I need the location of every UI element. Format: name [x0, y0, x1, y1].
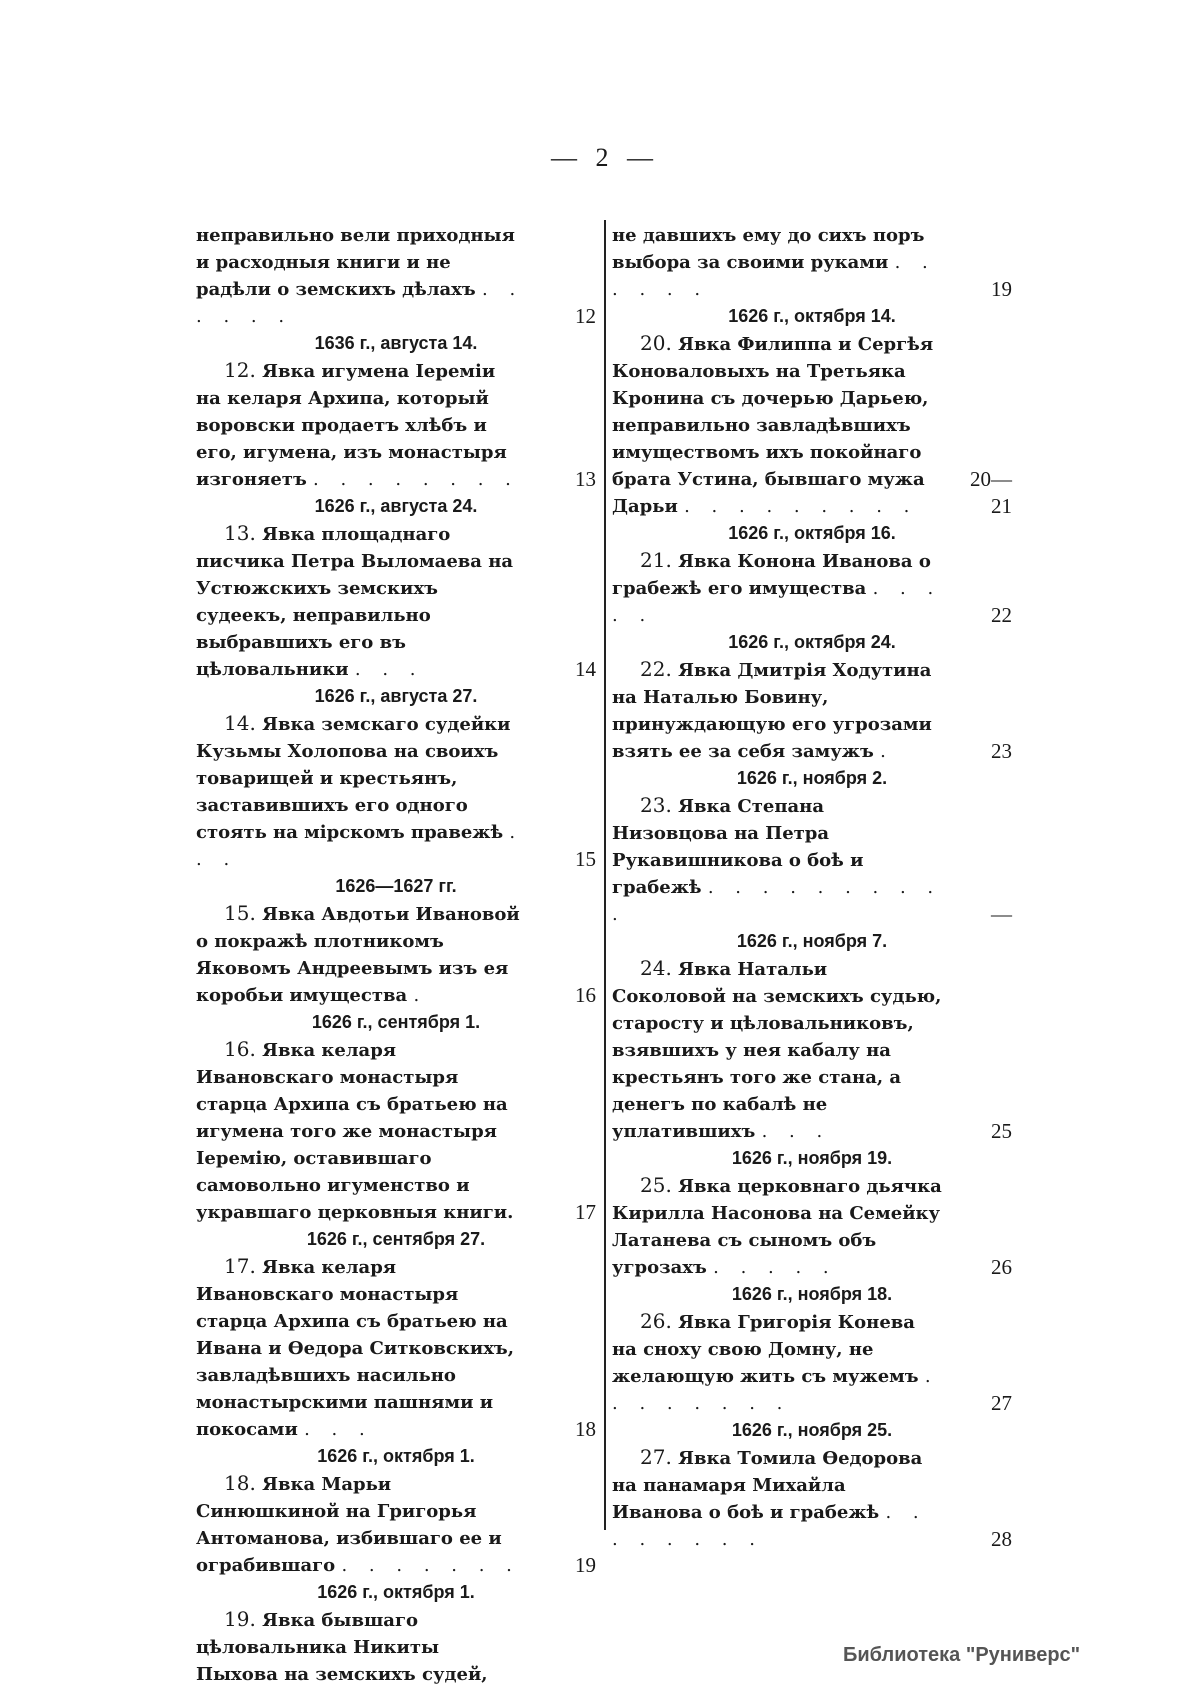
- entry-page-number: 20—21: [970, 467, 1012, 518]
- column-divider: [604, 220, 606, 1530]
- left-column: [196, 222, 596, 1688]
- leader-dots: . . . . . . . .: [612, 1366, 939, 1414]
- page-number: — 2 —: [551, 143, 659, 172]
- entry-date: 1626 г., августа 27.: [314, 686, 478, 706]
- entry-date: 1626—1627 гг.: [335, 876, 457, 896]
- entry-text: Явка Томила Ѳедорова на панамаря Михайла Иванова о боѣ и грабежѣ: [612, 1448, 923, 1523]
- entry-body: [196, 222, 526, 330]
- entry-page-number: —: [991, 902, 1012, 926]
- entry-number: 15.: [224, 901, 256, 925]
- leader-dots: . . .: [354, 659, 424, 680]
- leader-dots: .: [413, 985, 428, 1006]
- entry-number: 24.: [640, 956, 672, 980]
- entry-text: неправильно вели приходныя и расходныя книги и не радѣли о земскихъ дѣлахъ: [196, 225, 515, 300]
- entry-page-number: 17: [575, 1200, 596, 1224]
- entry-date: 1626 г., ноября 25.: [731, 1420, 893, 1440]
- entry-number: 21.: [640, 548, 672, 572]
- leader-dots: . . . . . . . . .: [684, 496, 918, 517]
- entry-page-number: 22: [991, 603, 1012, 627]
- toc-entry: [196, 222, 596, 330]
- entry-page-number: 13: [575, 467, 596, 491]
- toc-entry: [612, 1308, 1012, 1417]
- entry-date: 1626 г., ноября 18.: [731, 1284, 893, 1304]
- entry-text: Явка Авдотьи Ивановой о покражѣ плотникомъ Яковомъ Андреевымъ изъ ея коробьи имущества: [196, 904, 520, 1006]
- entry-number: 23.: [640, 793, 672, 817]
- entry-body: [196, 1470, 526, 1579]
- entry-text: Явка Конона Иванова о грабежѣ его имущества: [612, 551, 931, 599]
- entry-date: 1626 г., сентября 1.: [311, 1012, 481, 1032]
- entry-number: 16.: [224, 1037, 256, 1061]
- entry-page-number: 15: [575, 847, 596, 871]
- leader-dots: . . .: [304, 1419, 373, 1440]
- leader-dots: . . . . . .: [612, 252, 936, 300]
- toc-entry: [612, 1444, 1012, 1553]
- entry-body: [612, 1308, 942, 1417]
- entry-text: Явка Марьи Синюшкиной на Григорья Антоманова, избившаго ее и ограбившаго: [196, 1474, 502, 1576]
- entry-body: [196, 520, 526, 683]
- entry-text: Явка площаднаго писчика Петра Выломаева на Устюжскихъ земскихъ судеекъ, неправильно выбравшихъ его въ цѣловальники: [196, 524, 514, 680]
- toc-entry: [612, 330, 1012, 520]
- entry-body: [612, 1444, 942, 1553]
- entry-body: [612, 656, 942, 765]
- entry-page-number: 23: [991, 739, 1012, 763]
- toc-entry: [612, 1172, 1012, 1281]
- toc-entry: [196, 357, 596, 493]
- entry-body: [612, 792, 942, 928]
- right-column: [612, 222, 1012, 1553]
- entry-number: 12.: [224, 358, 256, 382]
- entry-text: Явка Григорія Конева на сноху свою Домну, не желающую жить съ мужемъ: [612, 1312, 919, 1387]
- toc-entry: [612, 955, 1012, 1145]
- entry-page-number: 27: [991, 1391, 1012, 1415]
- toc-entry: [196, 1470, 596, 1579]
- entry-text: Явка келаря Ивановскаго монастыря старца Архипа съ братьею на Ивана и Ѳедора Ситковскихъ, завладѣвшихъ насильно монастырскими пашнями и покосами: [196, 1257, 515, 1440]
- toc-entry: [612, 222, 1012, 303]
- library-watermark: Библиотека "Руниверс": [843, 1644, 1081, 1666]
- entry-body: [196, 357, 526, 493]
- entry-date: 1626 г., октября 16.: [728, 523, 896, 543]
- entry-date: 1626 г., октября 1.: [317, 1582, 475, 1602]
- entry-page-number: 19: [991, 277, 1012, 301]
- entry-number: 22.: [640, 657, 672, 681]
- entry-text: Явка Филиппа и Сергѣя Коноваловыхъ на Третьяка Кронина съ дочерью Дарьею, неправильно завладѣвшихъ имуществомъ ихъ покойнаго брата Устина, бывшаго мужа Дарьи: [612, 334, 934, 517]
- toc-entry: [196, 1036, 596, 1226]
- entry-number: 20.: [640, 331, 672, 355]
- leader-dots: .: [880, 741, 894, 762]
- entry-text: Явка Степана Низовцова на Петра Рукавишникова о боѣ и грабежѣ: [612, 796, 864, 898]
- entry-number: 17.: [224, 1254, 256, 1278]
- toc-entry: [196, 1253, 596, 1443]
- leader-dots: . . .: [761, 1121, 831, 1142]
- entry-page-number: 25: [991, 1119, 1012, 1143]
- toc-entry: [196, 520, 596, 683]
- leader-dots: . . . . .: [713, 1257, 837, 1278]
- entry-number: 19.: [224, 1607, 256, 1631]
- entry-body: [196, 710, 526, 873]
- entry-number: 27.: [640, 1445, 672, 1469]
- entry-text: Явка церковнаго дьячка Кирилла Насонова на Семейку Латанева съ сыномъ объ угрозахъ: [612, 1176, 942, 1278]
- entry-text: Явка игумена Іереміи на келаря Архипа, который воровски продаетъ хлѣбъ и его, игумена, изъ монастыря изгоняетъ: [196, 361, 507, 490]
- entry-text: Явка бывшаго цѣловальника Никиты Пыхова на земскихъ судей,: [196, 1610, 488, 1685]
- entry-body: [196, 1606, 526, 1688]
- entry-number: 18.: [224, 1471, 256, 1495]
- toc-entry: [196, 900, 596, 1009]
- entry-number: 26.: [640, 1309, 672, 1333]
- entry-number: 14.: [224, 711, 256, 735]
- leader-dots: . . . . . . . .: [313, 469, 519, 490]
- entry-page-number: 14: [575, 657, 596, 681]
- entry-page-number: 26: [991, 1255, 1012, 1279]
- leader-dots: . . .: [196, 822, 524, 870]
- entry-body: [196, 900, 526, 1009]
- entry-page-number: 19: [575, 1553, 596, 1577]
- entry-number: 13.: [224, 521, 256, 545]
- entry-page-number: 16: [575, 983, 596, 1007]
- entry-date: 1626 г., октября 24.: [728, 632, 896, 652]
- entry-body: [612, 330, 942, 520]
- entry-date: 1636 г., августа 14.: [314, 333, 478, 353]
- entry-date: 1626 г., ноября 7.: [736, 931, 888, 951]
- toc-entry: [612, 656, 1012, 765]
- leader-dots: . . . . .: [612, 578, 942, 626]
- entry-body: [612, 955, 942, 1145]
- entry-page-number: 18: [575, 1417, 596, 1441]
- entry-text: Явка келаря Ивановскаго монастыря старца Архипа съ братьею на игумена того же монастыря Іеремію, оставившаго самовольно игуменство и укравшаго церковныя книги.: [196, 1040, 514, 1223]
- entry-text: Явка Дмитрія Ходутина на Наталью Бовину, принуждающую его угрозами взять ее за себя замужъ: [612, 660, 932, 762]
- entry-page-number: 28: [991, 1527, 1012, 1551]
- entry-body: [196, 1253, 526, 1443]
- toc-entry: [196, 710, 596, 873]
- entry-body: [612, 222, 942, 303]
- entry-date: 1626 г., августа 24.: [314, 496, 478, 516]
- toc-entry: [612, 547, 1012, 629]
- entry-date: 1626 г., октября 14.: [728, 306, 896, 326]
- entry-text: не давшихъ ему до сихъ поръ выбора за своими руками: [612, 225, 925, 273]
- entry-number: 25.: [640, 1173, 672, 1197]
- toc-entry: [612, 792, 1012, 928]
- leader-dots: . . . . . .: [196, 279, 524, 327]
- entry-date: 1626 г., сентября 27.: [306, 1229, 486, 1249]
- leader-dots: . . . . . . . .: [612, 1502, 927, 1550]
- entry-date: 1626 г., ноября 2.: [736, 768, 888, 788]
- leader-dots: . . . . . . . . . .: [612, 877, 942, 925]
- entry-body: [196, 1036, 526, 1226]
- entry-body: [612, 1172, 942, 1281]
- toc-entry: [196, 1606, 596, 1688]
- entry-date: 1626 г., октября 1.: [317, 1446, 475, 1466]
- entry-page-number: 12: [575, 304, 596, 328]
- entry-date: 1626 г., ноября 19.: [731, 1148, 893, 1168]
- entry-text: Явка земскаго судейки Кузьмы Холопова на своихъ товарищей и крестьянъ, заставившихъ его одного стоять на мірскомъ правежѣ: [196, 714, 511, 843]
- entry-body: [612, 547, 942, 629]
- entry-text: Явка Натальи Соколовой на земскихъ судью, старосту и цѣловальниковъ, взявшихъ у нея кабалу на крестьянъ того же стана, а денегъ по кабалѣ не уплатившихъ: [612, 959, 942, 1142]
- leader-dots: . . . . . . .: [341, 1555, 520, 1576]
